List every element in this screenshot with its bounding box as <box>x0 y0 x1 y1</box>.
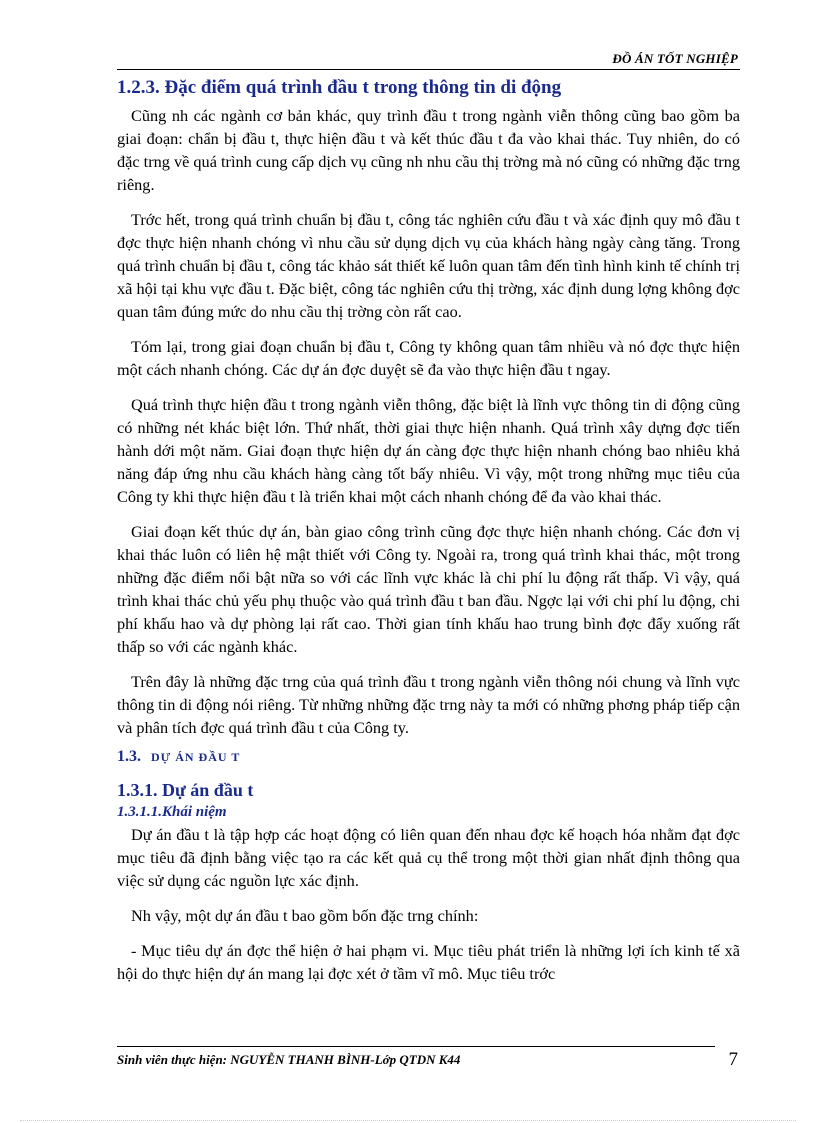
page-content <box>117 76 740 997</box>
section-1-3-title: DỰ ÁN ĐẦU T <box>151 750 241 764</box>
section-1-3-1-heading: 1.3.1. Dự án đầu t <box>117 780 254 800</box>
footer-rule <box>117 1046 715 1047</box>
paragraph: Trớc hết, trong quá trình chuẩn bị đầu t, công tác nghiên cứu đầu t và xác định quy mô đầu t đợc thực hiện nhanh chóng vì nhu cầu sử dụng dịch vụ của khách hàng ngày càng tăng. Trong quá trình chuẩn bị đầu t, công tác khảo sát thiết kế luôn quan tâm đến tình hình kinh tế chính trị xã hội tại khu vực đầu t. Đặc biệt, công tác nghiên cứu thị trờng, xác định dung lợng không đợc quan tâm đúng mức do nhu cầu thị trờng còn rất cao. <box>117 210 740 321</box>
paragraph: - Mục tiêu dự án đợc thể hiện ở hai phạm vi. Mục tiêu phát triển là những lợi ích kinh tế xã hội do thực hiện dự án mang lại đợc xét ở tầm vĩ mô. Mục tiêu trớc <box>117 941 740 983</box>
paragraph: Giai đoạn kết thúc dự án, bàn giao công trình cũng đợc thực hiện nhanh chóng. Các đơn vị khai thác luôn có liên hệ mật thiết với Công ty. Ngoài ra, trong quá trình khai thác, một trong những đặc điểm nổi bật nữa so với các lĩnh vực khác là chi phí lu động rất thấp. Vì vậy, quá trình khai thác chủ yếu phụ thuộc vào quá trình đầu t ban đầu. Ngợc lại với chi phí lu động, chi phí khấu hao và dự phòng lại rất cao. Thời gian tính khấu hao trung bình đợc đẩy xuống rất thấp so với các ngành khác. <box>117 522 740 656</box>
page-number: 7 <box>728 1049 738 1070</box>
footer-author: Sinh viên thực hiện: NGUYỄN THANH BÌNH-Lớp QTDN K44 <box>117 1052 461 1067</box>
paragraph: Quá trình thực hiện đầu t trong ngành viễn thông, đặc biệt là lĩnh vực thông tin di động cũng có những nét khác biệt lớn. Thứ nhất, thời giai thực hiện nhanh. Quá trình xây dựng đợc tiến hành dới một năm. Giai đoạn thực hiện dự án càng đợc thực hiện nhanh chóng bao nhiêu khả năng đáp ứng nhu cầu khách hàng càng tốt bấy nhiêu. Vì vậy, một trong những mục tiêu của Công ty khi thực hiện đầu t là triển khai một cách nhanh chóng để đa vào khai thác. <box>117 395 740 506</box>
paragraph: Trên đây là những đặc trng của quá trình đầu t trong ngành viễn thông nói chung và lĩnh vực thông tin di động nói riêng. Từ những những đặc trng này ta mới có những phơng pháp tiếp cận và phân tích đợc quá trình đầu t của Công ty. <box>117 672 740 737</box>
section-1-3-number: 1.3. <box>117 748 141 765</box>
section-1-3-heading <box>117 743 740 771</box>
paragraph: Dự án đầu t là tập hợp các hoạt động có liên quan đến nhau đợc kế hoạch hóa nhằm đạt đợc mục tiêu đã định bằng việc tạo ra các kết quả cụ thể trong một thời gian nhất định thông qua việc sử dụng các nguồn lực xác định. <box>117 825 740 890</box>
paragraph: Nh vậy, một dự án đầu t bao gồm bốn đặc trng chính: <box>131 906 479 925</box>
section-1-3-1-1-heading: 1.3.1.1.Khái niệm <box>117 804 227 820</box>
page-edge-dots <box>20 1120 796 1121</box>
header-title: ĐỒ ÁN TỐT NGHIỆP <box>612 51 738 66</box>
header-rule <box>117 69 740 70</box>
paragraph: Cũng nh các ngành cơ bản khác, quy trình đầu t trong ngành viễn thông cũng bao gồm ba giai đoạn: chẩn bị đầu t, thực hiện đầu t và kết thúc đầu t đa vào khai thác. Tuy nhiên, do có đặc trng về quá trình cung cấp dịch vụ cũng nh nhu cầu thị trờng mà nó cũng có những đặc trng riêng. <box>117 106 740 194</box>
section-1-2-3-heading: 1.2.3. Đặc điểm quá trình đầu t trong thông tin di động <box>117 77 562 98</box>
paragraph: Tóm lại, trong giai đoạn chuẩn bị đầu t, Công ty không quan tâm nhiều và nó đợc thực hiện một cách nhanh chóng. Các dự án đợc duyệt sẽ đa vào thực hiện đầu t ngay. <box>117 337 740 379</box>
